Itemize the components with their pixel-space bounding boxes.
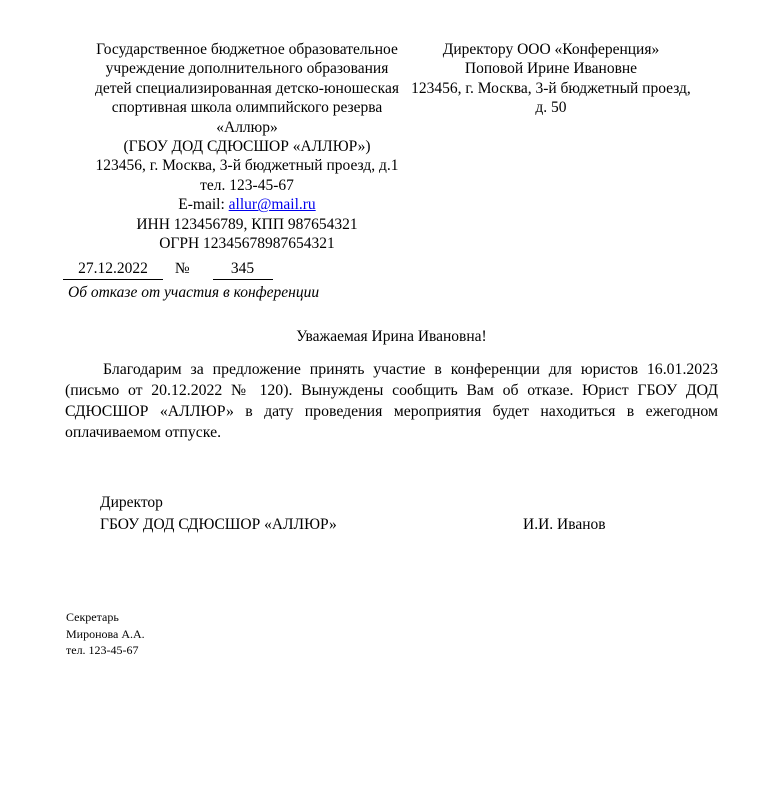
recipient-line: Директору ООО «Конференция» bbox=[442, 41, 660, 58]
executor-phone-line: тел. 123-45-67 bbox=[66, 643, 139, 657]
number-sign: № bbox=[174, 260, 190, 277]
executor-role-line: Секретарь bbox=[66, 610, 119, 624]
letter-number-field: 345 bbox=[213, 259, 273, 280]
executor-block bbox=[66, 609, 145, 659]
salutation: Уважаемая Ирина Ивановна! bbox=[296, 328, 487, 345]
sender-line: детей специализированная детско-юношеская bbox=[95, 79, 399, 97]
email-label: E-mail: bbox=[178, 196, 229, 214]
sender-ogrn-line: ОГРН 12345678987654321 bbox=[159, 235, 335, 253]
sender-line: учреждение дополнительного образования bbox=[105, 60, 389, 78]
sender-phone-line: тел. 123-45-67 bbox=[200, 176, 294, 194]
subject-line: Об отказе от участия в конференции bbox=[68, 284, 320, 301]
executor-name-line: Миронова А.А. bbox=[66, 626, 145, 641]
sender-email-line bbox=[64, 195, 430, 214]
signature-block bbox=[100, 492, 660, 535]
recipient-line: Поповой Ирине Ивановне bbox=[464, 60, 638, 78]
recipient-block bbox=[411, 40, 691, 118]
reference-row bbox=[63, 259, 319, 280]
signature-name: И.И. Иванов bbox=[523, 515, 606, 533]
signature-org-line: ГБОУ ДОД СДЮСШОР «АЛЛЮР» bbox=[100, 515, 337, 533]
sender-line: (ГБОУ ДОД СДЮСШОР «АЛЛЮР») bbox=[123, 138, 371, 156]
recipient-address-line: 123456, г. Москва, 3-й бюджетный проезд, д. 50 bbox=[411, 79, 691, 117]
sender-letterhead bbox=[64, 40, 430, 253]
body-paragraph: Благодарим за предложение принять участие в конференции для юристов 16.01.2023 (письмо от 20.12.2022 № 120). Вынуждены сообщить Вам об отказе. Юрист ГБОУ ДОД СДЮСШОР «АЛЛЮР» в дату проведения мероприятия будет находиться в ежегодном оплачиваемом отпуске. bbox=[65, 361, 718, 441]
sender-inn-kpp-line: ИНН 123456789, КПП 987654321 bbox=[136, 215, 358, 233]
reference-block bbox=[63, 259, 319, 303]
sender-address-line: 123456, г. Москва, 3-й бюджетный проезд, д.1 bbox=[95, 157, 399, 175]
email-link[interactable]: allur@mail.ru bbox=[228, 196, 316, 214]
letter-date-field: 27.12.2022 bbox=[63, 259, 163, 280]
signature-title-line: Директор bbox=[100, 494, 163, 511]
sender-line: «Аллюр» bbox=[216, 118, 278, 136]
sender-line: Государственное бюджетное образовательное bbox=[96, 41, 398, 58]
sender-line: спортивная школа олимпийского резерва bbox=[111, 99, 383, 117]
